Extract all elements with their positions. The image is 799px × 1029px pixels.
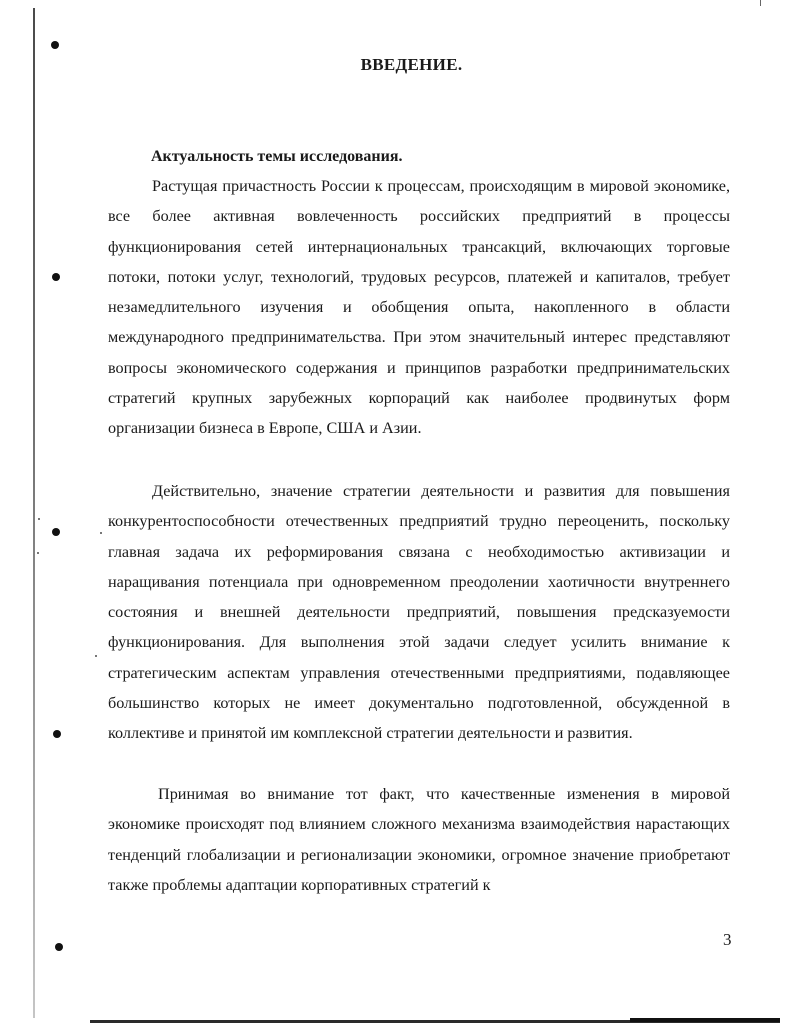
binder-hole-mark xyxy=(55,943,63,951)
paragraph: Действительно, значение стратегии деятельности и развития для повышения конкурентоспособности отечественных предприятий трудно переоценить, поскольку главная задача их реформирования связана с необходимостью активизации и наращивания потенциала при одновременном преодолении хаотичности внутреннего состояния и внешней деятельности предприятий, повышения предсказуемости функционирования. Для выполнения этой задачи следует усилить внимание к стратегическим аспектам управления отечественными предприятиями, подавляющее большинство которых не имеет документально подготовленной, обсужденной в коллективе и принятой им комплексной стратегии деятельности и развития. xyxy=(108,482,730,743)
binder-hole-mark xyxy=(53,730,61,738)
paragraph: Растущая причастность России к процессам, происходящим в мировой экономике, все более активная вовлеченность российских предприятий в процессы функционирования сетей интернациональных трансакций, включающих торговые потоки, потоки услуг, технологий, трудовых ресурсов, платежей и капиталов, требует незамедлительного изучения и обобщения опыта, накопленного в области международного предпринимательства. При этом значительный интерес представляют вопросы экономического содержания и принципов разработки предпринимательских стратегий крупных зарубежных корпораций как наиболее продвинутых форм организации бизнеса в Европе, США и Азии. xyxy=(108,177,730,438)
paragraph: Принимая во внимание тот факт, что качественные изменения в мировой экономике происходят под влиянием сложного механизма взаимодействия нарастающих тенденций глобализации и регионализации экономики, огромное значение приобретают также проблемы адаптации корпоративных стратегий к xyxy=(108,785,730,894)
scan-speck xyxy=(37,552,39,554)
scan-speck xyxy=(38,518,40,520)
scan-speck xyxy=(100,532,102,534)
page-number: 3 xyxy=(723,930,732,949)
scan-speck xyxy=(95,655,97,657)
binder-hole-mark xyxy=(51,41,59,49)
section-heading: Актуальность темы исследования. xyxy=(151,148,403,165)
scan-bottom-edge-thick xyxy=(630,1018,780,1022)
scan-top-tick xyxy=(760,0,761,6)
binder-hole-mark xyxy=(52,528,60,536)
page-title: ВВЕДЕНИЕ. xyxy=(360,55,463,74)
scan-left-edge-line xyxy=(33,8,35,1018)
binder-hole-mark xyxy=(52,273,60,281)
